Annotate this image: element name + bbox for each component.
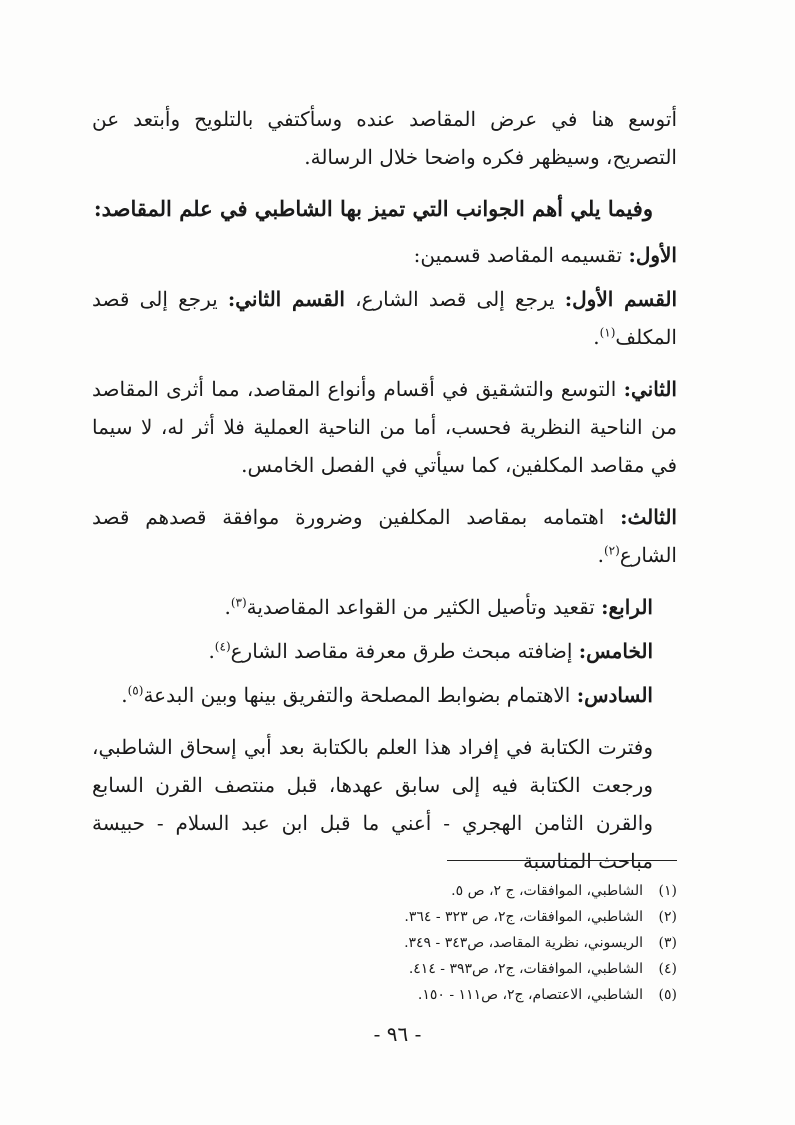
section-heading <box>92 190 677 228</box>
footnote-number: (١) <box>658 883 677 899</box>
point-third-text: اهتمامه بمقاصد المكلفين وضرورة موافقة قصدهم قصد الشارع <box>92 505 677 567</box>
footnote-divider <box>447 860 677 861</box>
footnotes <box>120 878 677 1008</box>
page-number: - ٩٦ - <box>373 1022 422 1046</box>
point-second-text: التوسع والتشقيق في أقسام وأنواع المقاصد، مما أثرى المقاصد من الناحية النظرية فحسب، أما من الناحية العملية فلا أثر له، لا سيما في مقاصد المكلفين، كما سيأتي في الفصل الخامس. <box>92 377 677 477</box>
point-fourth: الرابع: تقعيد وتأصيل الكثير من القواعد المقاصدية$^{(٣)}$. <box>224 595 653 619</box>
point-second-label: الثاني: <box>623 377 677 401</box>
footnote-text: الريسوني، نظرية المقاصد، ص٣٤٣ - ٣٤٩. <box>404 935 643 951</box>
footnote-number: (٣) <box>658 935 677 951</box>
point-fourth-text: تقعيد وتأصيل الكثير من القواعد المقاصدية <box>246 595 602 619</box>
footnote-text: الشاطبي، الموافقات، ج٢، ص٣٩٣ - ٤١٤. <box>408 961 643 977</box>
footnote <box>120 930 677 956</box>
footnote-ref-2: (٢) <box>603 543 620 558</box>
footnote-number: (٤) <box>658 961 677 977</box>
point-first <box>92 236 677 274</box>
point-fifth-text: إضافته مبحث طرق معرفة مقاصد الشارع <box>230 639 579 663</box>
footnote-text: الشاطبي، الموافقات، ج٢، ص ٣٢٣ - ٣٦٤. <box>404 909 643 925</box>
closing-text: وفترت الكتابة في إفراد هذا العلم بالكتابة بعد أبي إسحاق الشاطبي، ورجعت الكتابة فيه إلى سابق عهدها، قبل منتصف القرن السابع والقرن الثامن الهجري - أعني ما قبل ابن عبد السلام - حبيسة مباحث المناسبة <box>92 735 653 873</box>
footnote <box>120 904 677 930</box>
point-sixth-label: السادس: <box>576 683 653 707</box>
closing-paragraph <box>92 728 677 880</box>
footnote-ref-4: (٤) <box>214 639 231 654</box>
point-fifth-label: الخامس: <box>578 639 653 663</box>
footnote-ref-5: (٥) <box>127 683 144 698</box>
footnote <box>120 982 677 1008</box>
division-2-label: القسم الثاني: <box>227 287 345 311</box>
footnote <box>120 956 677 982</box>
point-second <box>92 370 677 484</box>
point-first-label: الأول: <box>628 243 677 267</box>
point-third: الثالث: اهتمامه بمقاصد المكلفين وضرورة موافقة قصدهم قصد الشارع$^{(٢)}$. <box>92 505 677 567</box>
division-2-text: يرجع إلى قصد المكلف <box>92 287 677 349</box>
point-first-text: تقسيمه المقاصد قسمين: <box>413 243 629 267</box>
footnote-ref-1: (١) <box>599 325 616 340</box>
point-sixth: السادس: الاهتمام بضوابط المصلحة والتفريق بينها وبين البدعة$^{(٥)}$. <box>121 683 653 707</box>
footnote-text: الشاطبي، الموافقات، ج ٢، ص ٥. <box>451 883 643 899</box>
division-1-text: يرجع إلى قصد الشارع، <box>344 287 565 311</box>
point-third-label: الثالث: <box>620 505 677 529</box>
intro-paragraph <box>92 100 677 176</box>
point-sixth-text: الاهتمام بضوابط المصلحة والتفريق بينها وبين البدعة <box>143 683 577 707</box>
point-fourth-label: الرابع: <box>601 595 653 619</box>
point-divisions: القسم الأول: يرجع إلى قصد الشارع، القسم الثاني: يرجع إلى قصد المكلف$^{(١)}$. <box>92 287 677 349</box>
point-fifth: الخامس: إضافته مبحث طرق معرفة مقاصد الشارع$^{(٤)}$. <box>208 639 653 663</box>
footnote <box>120 878 677 904</box>
heading-text: وفيما يلي أهم الجوانب التي تميز بها الشاطبي في علم المقاصد: <box>93 196 653 221</box>
footnote-number: (٥) <box>658 987 677 1003</box>
intro-text: أتوسع هنا في عرض المقاصد عنده وسأكتفي بالتلويح وأبتعد عن التصريح، وسيظهر فكره واضحا خلال الرسالة. <box>92 107 678 169</box>
footnote-ref-3: (٣) <box>230 595 247 610</box>
footnote-text: الشاطبي، الاعتصام، ج٢، ص١١١ - ١٥٠. <box>417 987 643 1003</box>
main-text <box>92 100 677 894</box>
division-1-label: القسم الأول: <box>564 287 677 311</box>
footnote-number: (٢) <box>658 909 677 925</box>
